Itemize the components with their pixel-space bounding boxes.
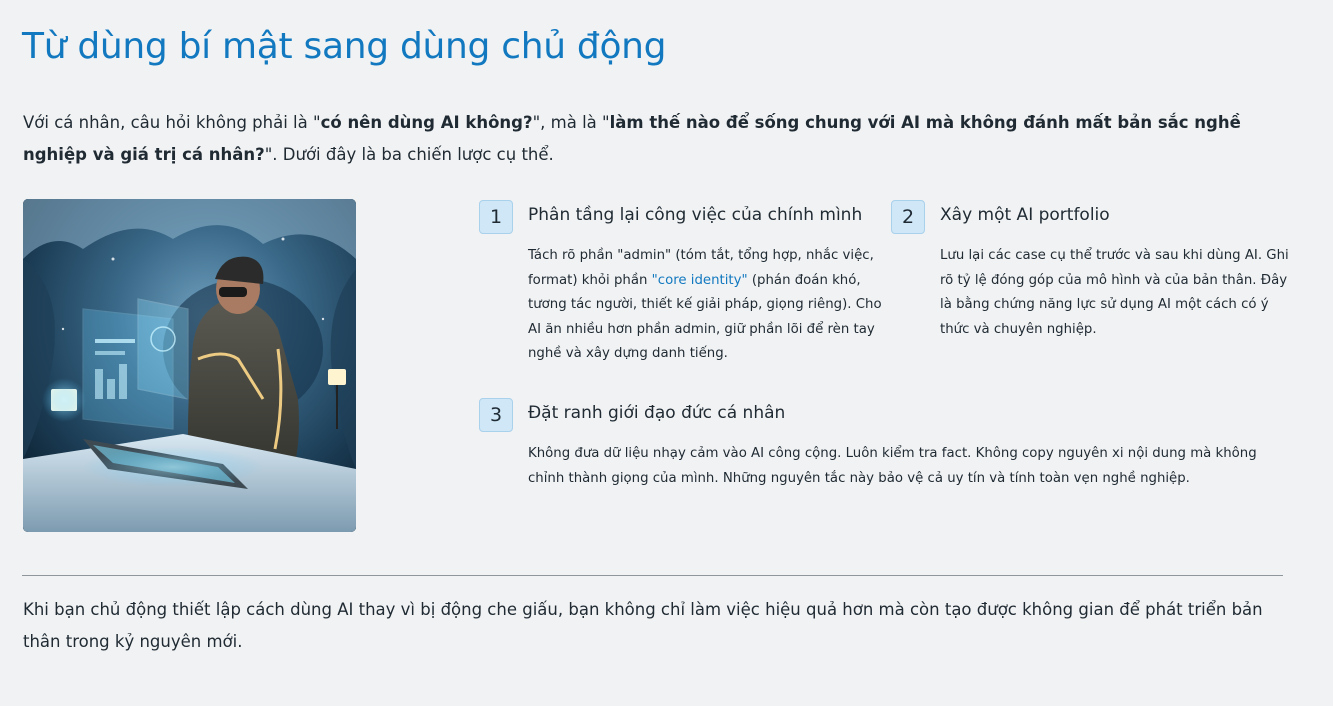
strategy-2 bbox=[891, 200, 1301, 340]
hero-image-ice-cave-ai-worker bbox=[23, 199, 356, 532]
step-number-badge: 3 bbox=[479, 398, 513, 432]
strategy-3 bbox=[479, 398, 1299, 498]
step-description bbox=[528, 244, 883, 367]
step-title: Xây một AI portfolio bbox=[940, 205, 1110, 225]
step-text: (phán đoán khó, tương tác người, thiết kế giải pháp, giọng riêng). Cho AI ăn nhiều hơn phần admin, giữ phần lõi để rèn tay nghề và xây dựng danh tiếng. bbox=[528, 272, 882, 361]
step-description: Không đưa dữ liệu nhạy cảm vào AI công cộng. Luôn kiểm tra fact. Không copy nguyên xi nội dung mà không chỉnh thành giọng của mình. Những nguyên tắc này bảo vệ cả uy tín và tính toàn vẹn nghề nghiệp. bbox=[528, 446, 1257, 486]
step-title: Đặt ranh giới đạo đức cá nhân bbox=[528, 403, 786, 423]
step-title: Phân tầng lại công việc của chính mình bbox=[528, 205, 863, 225]
step-description: Lưu lại các case cụ thể trước và sau khi dùng AI. Ghi rõ tỷ lệ đóng góp của mô hình và của bản thân. Đây là bằng chứng năng lực sử dụng AI một cách có ý thức và chuyên nghiệp. bbox=[940, 248, 1289, 337]
intro-text-3: ". Dưới đây là ba chiến lược cụ thể. bbox=[264, 145, 554, 164]
intro-question-1: có nên dùng AI không? bbox=[320, 113, 533, 132]
intro-question-2: làm thế nào để sống chung với AI mà không đánh mất bản sắc nghề nghiệp và giá trị cá nhân? bbox=[23, 113, 1241, 164]
step-number-badge: 2 bbox=[891, 200, 925, 234]
core-identity-highlight: "core identity" bbox=[651, 272, 748, 288]
closing-paragraph: Khi bạn chủ động thiết lập cách dùng AI thay vì bị động che giấu, bạn không chỉ làm việc hiệu quả hơn mà còn tạo được không gian để phát triển bản thân trong kỷ nguyên mới. bbox=[23, 600, 1263, 651]
intro-text-2: ", mà là " bbox=[532, 113, 610, 132]
intro-paragraph bbox=[23, 107, 1293, 171]
section-divider bbox=[22, 575, 1283, 576]
section-title: Từ dùng bí mật sang dùng chủ động bbox=[22, 26, 667, 67]
step-number-badge: 1 bbox=[479, 200, 513, 234]
step-text: Tách rõ phần "admin" (tóm tắt, tổng hợp, nhắc việc, format) khỏi phần bbox=[528, 248, 874, 288]
strategy-1 bbox=[479, 200, 882, 370]
intro-text-1: Với cá nhân, câu hỏi không phải là " bbox=[23, 113, 321, 132]
